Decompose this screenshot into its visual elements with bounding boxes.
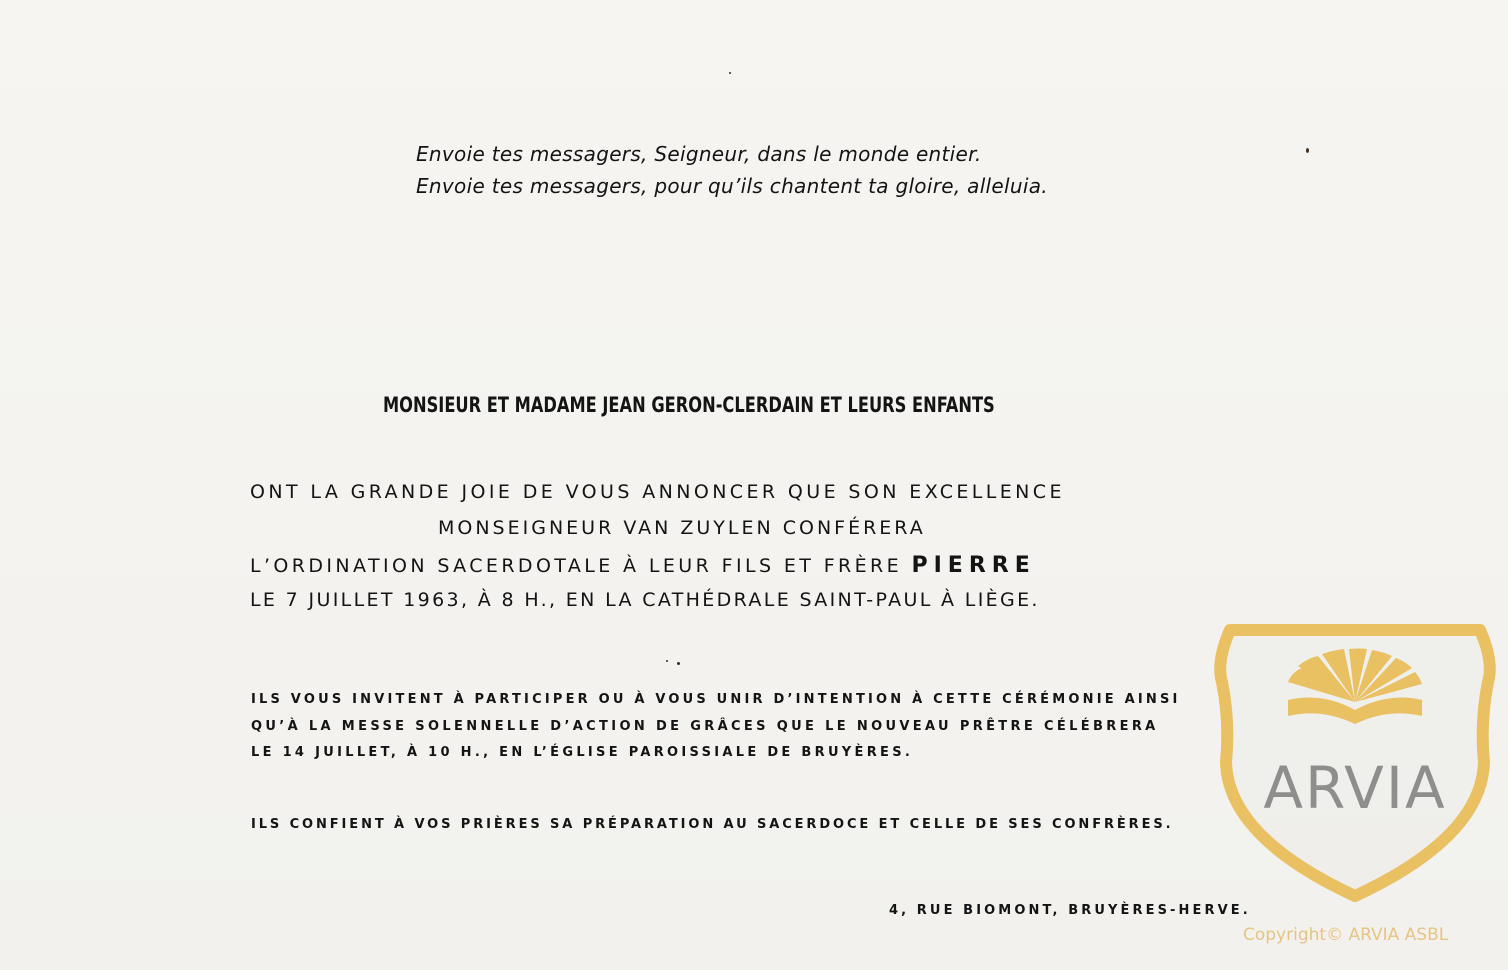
verse-line-2: Envoie tes messagers, pour qu’ils chantent ta gloire, alleluia.: [416, 174, 1048, 198]
announcement-line-3: [250, 553, 1036, 578]
copyright-notice: Copyright© ARVIA ASBL: [1243, 925, 1449, 945]
announcement-line-4: LE 7 JUILLET 1963, À 8 H., EN LA CATHÉDRALE SAINT-PAUL À LIÈGE.: [250, 589, 1040, 611]
ordinand-name: PIERRE: [911, 553, 1036, 578]
prayer-line: ILS CONFIENT À VOS PRIÈRES SA PRÉPARATION AU SACERDOCE ET CELLE DE SES CONFRÈRES.: [251, 817, 1174, 832]
announcement-line-1: ONT LA GRANDE JOIE DE VOUS ANNONCER QUE SON EXCELLENCE: [250, 481, 1065, 503]
address: 4, RUE BIOMONT, BRUYÈRES-HERVE.: [889, 903, 1251, 918]
announcement-line-2: MONSEIGNEUR VAN ZUYLEN CONFÉRERA: [438, 517, 926, 539]
invitation-line-3: LE 14 JUILLET, À 10 H., EN L’ÉGLISE PAROISSIALE DE BRUYÈRES.: [251, 745, 914, 760]
paper-speck: [1306, 148, 1309, 153]
invitation-line-2: QU’À LA MESSE SOLENNELLE D’ACTION DE GRÂCES QUE LE NOUVEAU PRÊTRE CÉLÉBRERA: [251, 719, 1159, 734]
family-names-heading: MONSIEUR ET MADAME JEAN GERON-CLERDAIN ET LEURS ENFANTS: [383, 393, 995, 417]
verse-line-1: Envoie tes messagers, Seigneur, dans le monde entier.: [416, 142, 982, 166]
invitation-line-1: ILS VOUS INVITENT À PARTICIPER OU À VOUS UNIR D’INTENTION À CETTE CÉRÉMONIE AINSI: [251, 692, 1181, 707]
paper-speck: [677, 662, 680, 665]
arvia-logo-text: ARVIA: [1263, 754, 1447, 822]
arvia-watermark-logo: [1212, 612, 1498, 902]
paper-speck: [666, 660, 668, 662]
paper-speck: [729, 72, 731, 74]
announcement-line-3-text: L’ORDINATION SACERDOTALE À LEUR FILS ET FRÈRE: [250, 555, 912, 577]
